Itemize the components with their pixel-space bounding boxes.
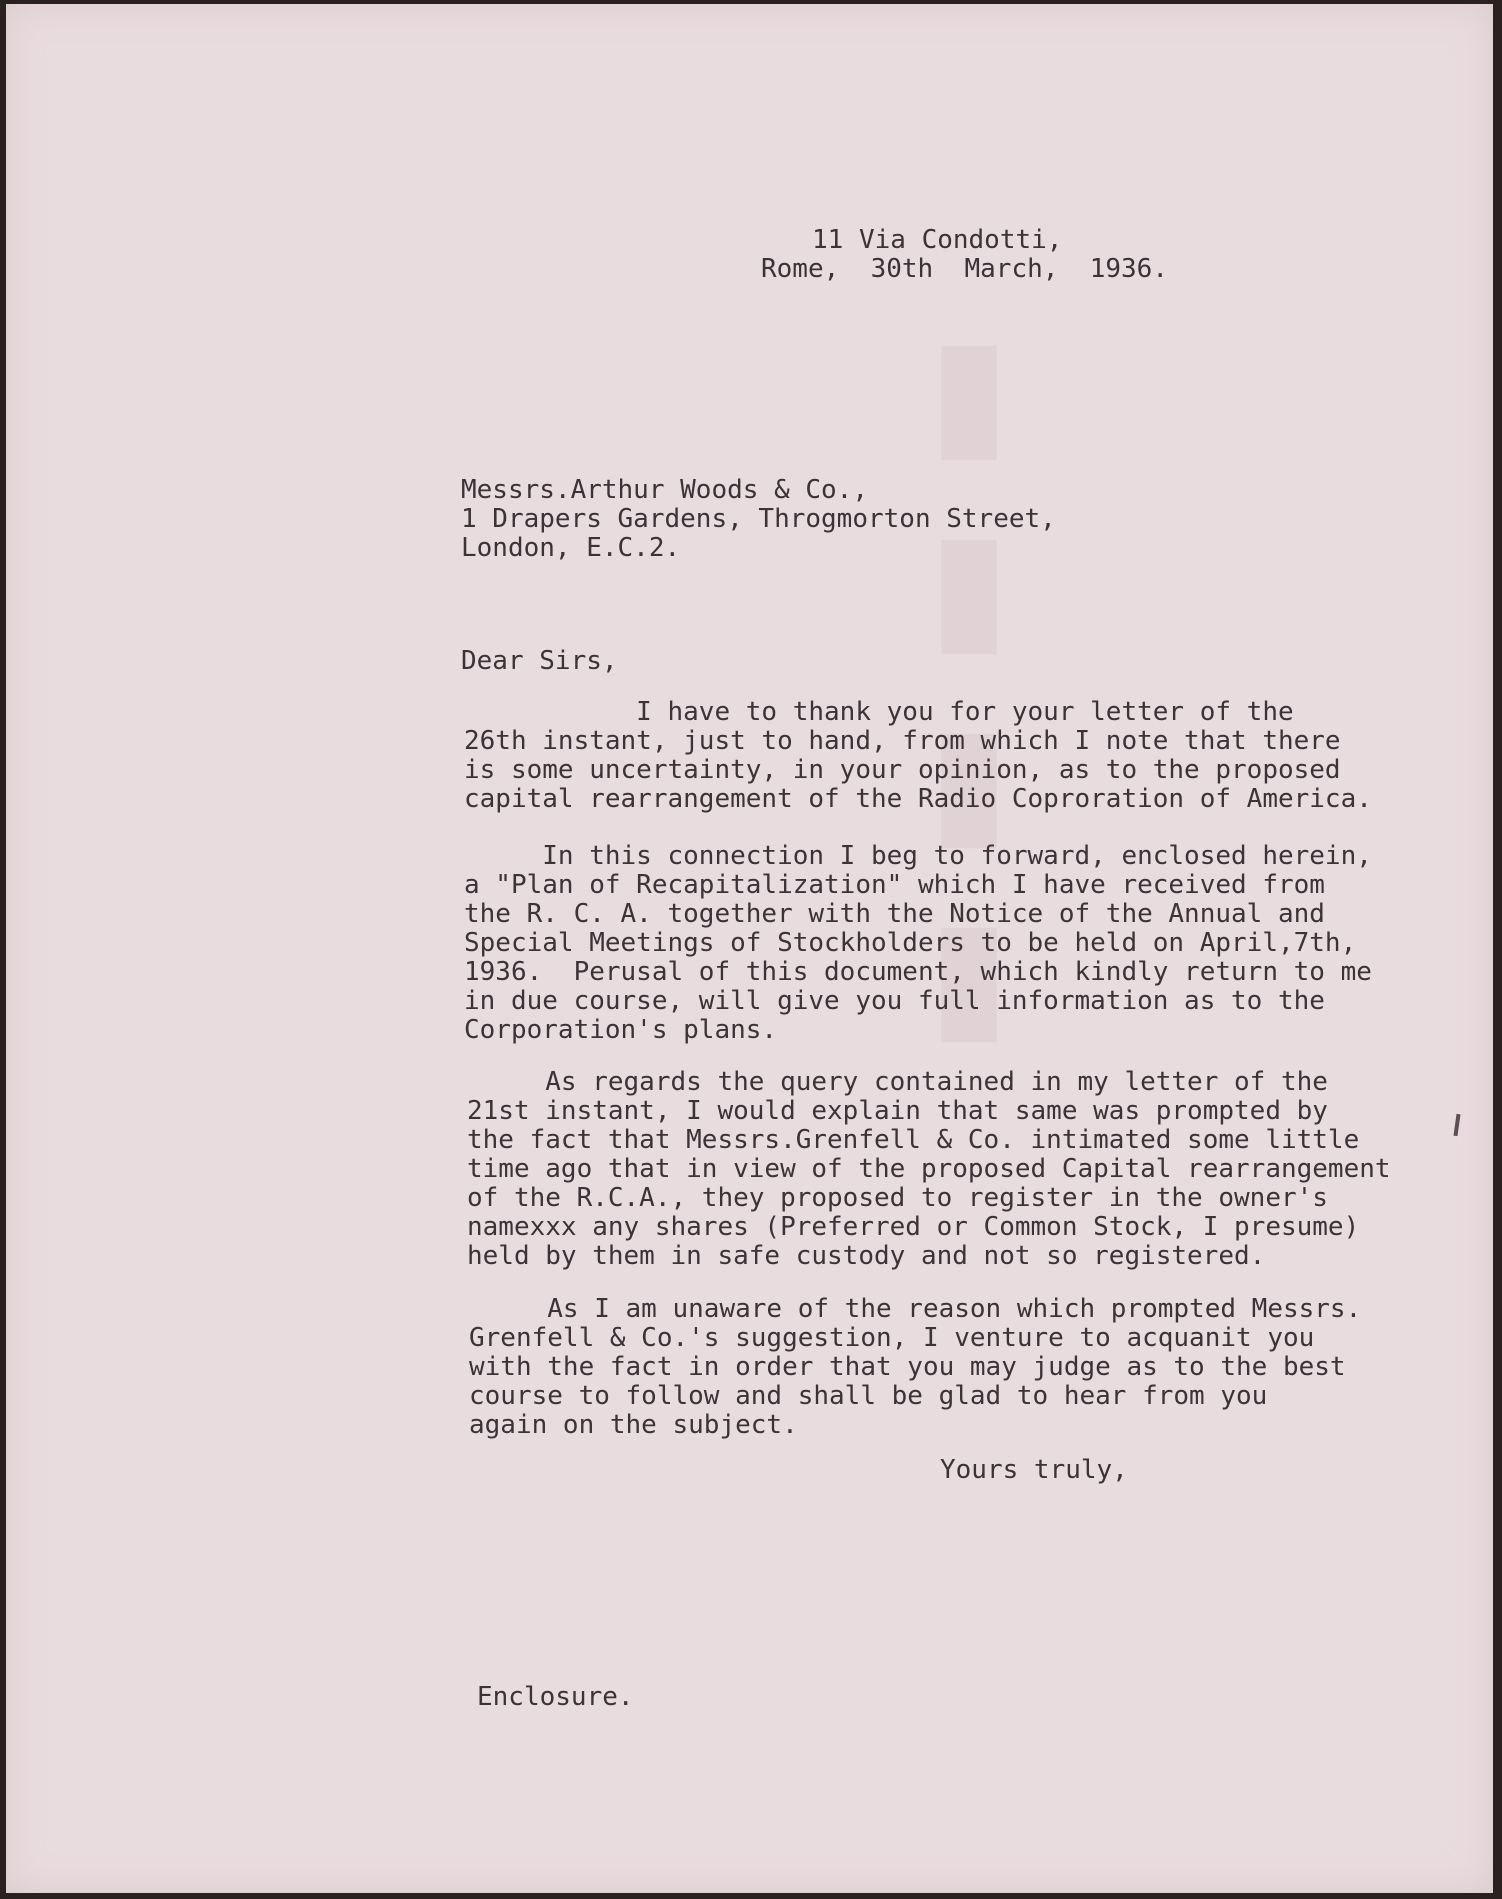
paragraph-4-line: course to follow and shall be glad to hear from you: [469, 1381, 1268, 1411]
paragraph-3-line: held by them in safe custody and not so registered.: [467, 1241, 1266, 1271]
sender-address-line-2: Rome, 30th March, 1936.: [761, 254, 1168, 284]
paragraph-4-line: As I am unaware of the reason which prompted Messrs.: [469, 1294, 1362, 1324]
paragraph-3-line: time ago that in view of the proposed Capital rearrangement: [467, 1154, 1391, 1184]
paragraph-4-line: Grenfell & Co.'s suggestion, I venture to acquanit you: [469, 1323, 1315, 1353]
sender-address-line-1: 11 Via Condotti,: [812, 225, 1063, 255]
paragraph-2-line: in due course, will give you full information as to the: [464, 986, 1325, 1016]
paragraph-1-line: 26th instant, just to hand, from which I note that there: [464, 726, 1341, 756]
recipient-line-2: 1 Drapers Gardens, Throgmorton Street,: [461, 504, 1056, 534]
paragraph-2-line: Corporation's plans.: [464, 1015, 778, 1045]
paragraph-1-line: is some uncertainty, in your opinion, as to the proposed: [464, 755, 1341, 785]
recipient-line-1: Messrs.Arthur Woods & Co.,: [461, 475, 868, 505]
paragraph-3-line: As regards the query contained in my letter of the: [467, 1067, 1328, 1097]
paragraph-2-line: Special Meetings of Stockholders to be held on April,7th,: [464, 928, 1357, 958]
paragraph-3-line: 21st instant, I would explain that same was prompted by: [467, 1096, 1328, 1126]
paragraph-2-line: a "Plan of Recapitalization" which I have received from: [464, 870, 1325, 900]
enclosure-note: Enclosure.: [477, 1682, 634, 1712]
letter-page: [6, 4, 1493, 1893]
paragraph-3-line: the fact that Messrs.Grenfell & Co. intimated some little: [467, 1125, 1360, 1155]
paragraph-4-line: again on the subject.: [469, 1410, 798, 1440]
paragraph-4-line: with the fact in order that you may judge as to the best: [469, 1352, 1346, 1382]
paragraph-2-line: the R. C. A. together with the Notice of the Annual and: [464, 899, 1325, 929]
closing: Yours truly,: [940, 1455, 1128, 1485]
paragraph-1-line: I have to thank you for your letter of the: [464, 697, 1294, 727]
recipient-line-3: London, E.C.2.: [461, 533, 681, 563]
paragraph-3-line: of the R.C.A., they proposed to register in the owner's: [467, 1183, 1328, 1213]
watermark: ▮▮▮▮: [882, 304, 1056, 1080]
paragraph-3-line: namexxx any shares (Preferred or Common Stock, I presume): [467, 1212, 1360, 1242]
salutation: Dear Sirs,: [461, 646, 618, 676]
margin-mark: [1453, 1114, 1460, 1136]
paragraph-1-line: capital rearrangement of the Radio Coproration of America.: [464, 784, 1372, 814]
paragraph-2-line: In this connection I beg to forward, enclosed herein,: [464, 841, 1372, 871]
paragraph-2-line: 1936. Perusal of this document, which kindly return to me: [464, 957, 1372, 987]
